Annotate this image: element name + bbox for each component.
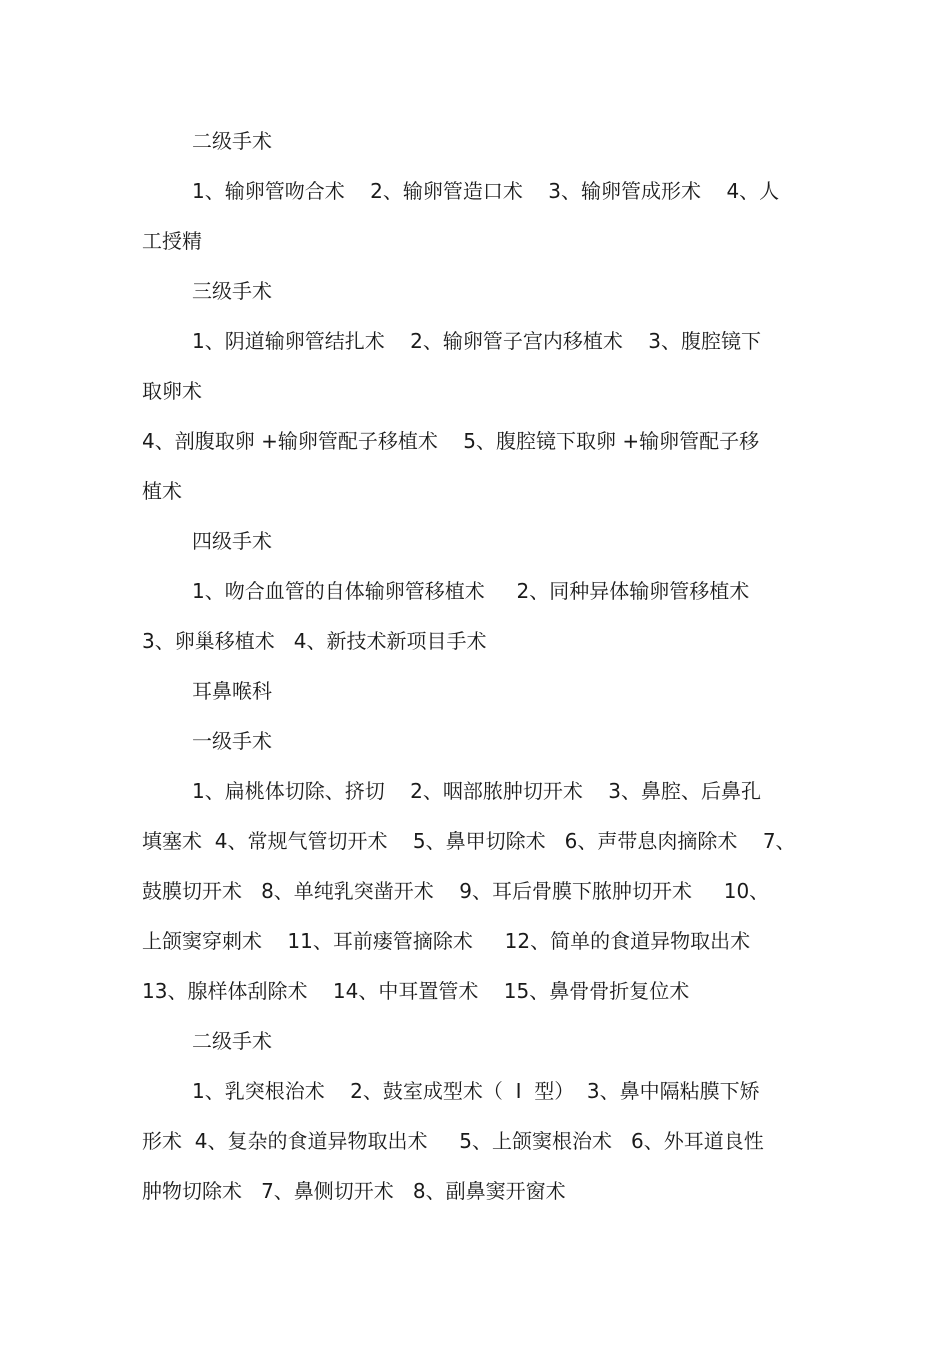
text-line: 3、卵巢移植术 4、新技术新项目手术 [142,629,487,653]
text-line: 13、腺样体刮除术 14、中耳置管术 15、鼻骨骨折复位术 [142,979,690,1003]
heading-ent-department: 耳鼻喉科 [192,679,272,703]
text-line: 1、乳突根治术 2、鼓室成型术（ I 型） 3、鼻中隔粘膜下矫 [192,1079,760,1103]
text-line: 1、扁桃体切除、挤切 2、咽部脓肿切开术 3、鼻腔、后鼻孔 [192,779,762,803]
heading-level-2-surgery: 二级手术 [192,129,272,153]
text-line: 1、阴道输卵管结扎术 2、输卵管子宫内移植术 3、腹腔镜下 [192,329,762,353]
text-line: 工授精 [142,229,202,253]
text-line: 填塞术 4、常规气管切开术 5、鼻甲切除术 6、声带息肉摘除术 7、 [142,829,796,853]
text-line: 1、吻合血管的自体输卵管移植术 2、同种异体输卵管移植术 [192,579,750,603]
text-line: 上颌窦穿刺术 11、耳前瘘管摘除术 12、简单的食道异物取出术 [142,929,751,953]
text-line: 肿物切除术 7、鼻侧切开术 8、副鼻窦开窗术 [142,1179,566,1203]
text-line: 植术 [142,479,182,503]
heading-level-4-surgery: 四级手术 [192,529,272,553]
heading-level-1-surgery: 一级手术 [192,729,272,753]
text-line: 形术 4、复杂的食道异物取出术 5、上颌窦根治术 6、外耳道良性 [142,1129,764,1153]
heading-level-3-surgery: 三级手术 [192,279,272,303]
text-line: 4、剖腹取卵 +输卵管配子移植术 5、腹腔镜下取卵 +输卵管配子移 [142,429,760,453]
text-line: 取卵术 [142,379,202,403]
heading-level-2-surgery: 二级手术 [192,1029,272,1053]
text-line: 鼓膜切开术 8、单纯乳突凿开术 9、耳后骨膜下脓肿切开术 10、 [142,879,770,903]
text-line: 1、输卵管吻合术 2、输卵管造口术 3、输卵管成形术 4、人 [192,179,780,203]
